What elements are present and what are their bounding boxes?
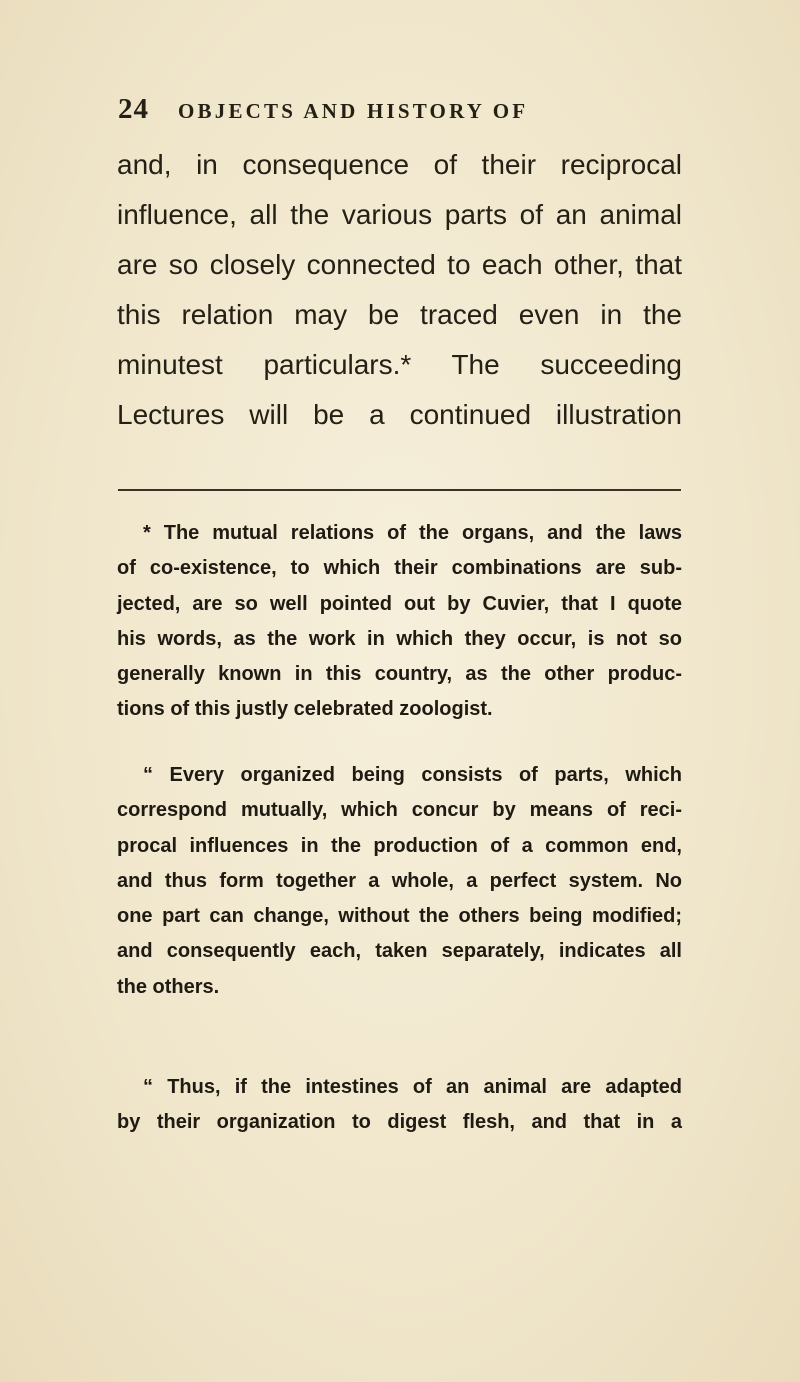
footnote-line: “ Every organized being consists of parts, which: [143, 764, 682, 786]
footnote-1: [117, 516, 682, 728]
footnote-line: correspond mutually, which concur by means of reci-: [117, 799, 682, 822]
footnote-line: tions of this justly celebrated zoologist.: [117, 698, 493, 721]
footnote-line: by their organization to digest flesh, and that in a: [117, 1111, 682, 1134]
running-title: OBJECTS AND HISTORY OF: [178, 99, 529, 123]
footnote-line: “ Thus, if the intestines of an animal are adapted: [143, 1076, 682, 1098]
footnote-line: of co-existence, to which their combinations are sub-: [117, 557, 682, 580]
body-line: and, in consequence of their reciprocal: [117, 149, 682, 180]
running-head: [118, 93, 738, 133]
footnote-line: his words, as the work in which they occur, is not so: [117, 627, 682, 650]
page-number: 24: [118, 93, 149, 125]
body-line: Lectures will be a continued illustration: [117, 399, 682, 430]
footnote-line: and consequently each, taken separately, indicates all: [117, 940, 682, 963]
footnote-line: one part can change, without the others being modified;: [117, 905, 682, 928]
footnote-quote-1: [117, 758, 682, 1005]
footnote-quote-2: [117, 1070, 682, 1141]
footnote-line: procal influences in the production of a common end,: [117, 834, 682, 857]
body-paragraph: [117, 140, 682, 440]
footnote-line: * The mutual relations of the organs, and the laws: [143, 522, 682, 544]
footnote-line: and thus form together a whole, a perfect system. No: [117, 869, 682, 892]
body-line: are so closely connected to each other, that: [117, 249, 682, 280]
footnote-line: jected, are so well pointed out by Cuvier, that I quote: [117, 592, 682, 615]
footnote-line: generally known in this country, as the other produc-: [117, 663, 682, 686]
body-line: influence, all the various parts of an animal: [117, 199, 682, 230]
body-line: minutest particulars.* The succeeding: [117, 349, 682, 380]
body-line: this relation may be traced even in the: [117, 299, 682, 330]
footnote-line: the others.: [117, 975, 220, 998]
footnote-divider: [118, 489, 681, 491]
